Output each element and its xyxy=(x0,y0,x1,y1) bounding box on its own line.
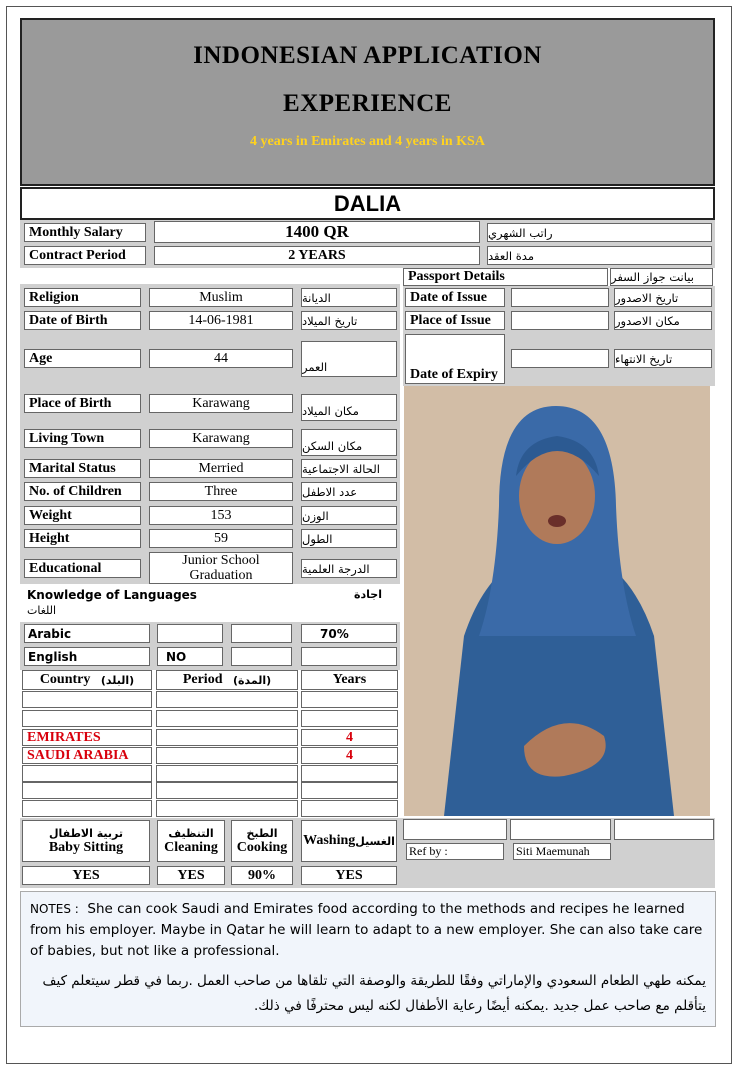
skill-label-en: Washing xyxy=(303,833,356,848)
expiry-label: Date of Expiry xyxy=(405,334,505,384)
skill-label-ar: الغسيل xyxy=(355,834,395,848)
religion-label: Religion xyxy=(24,288,141,307)
dob-label-ar: تاريخ الميلاد xyxy=(301,311,397,330)
notes-text-ar: يمكنه طهي الطعام السعودي والإماراتي وفقًا للطريقة والوصفة التي تلقاها من صاحب العمل .ربما في قطر سيتعلم كيف يتأقلم مع صاحب عمل جديد .يمكنه أيضًا رعاية الأطفال لكنه ليس محترفًا في ذلك. xyxy=(42,973,706,1014)
children-value: Three xyxy=(149,482,293,501)
weight-label: Weight xyxy=(24,506,141,525)
exp-row-country xyxy=(22,800,152,817)
skill-label-en: Cooking xyxy=(236,839,288,855)
period-label-ar: (المدة) xyxy=(232,673,272,687)
notes-en xyxy=(30,899,710,962)
skill-3-header xyxy=(301,820,397,862)
exp-years-header: Years xyxy=(301,670,398,690)
exp-row-period xyxy=(156,747,298,764)
exp-row-years xyxy=(301,782,398,799)
salary-label-ar: راتب الشهري xyxy=(487,223,712,242)
skill-2-header xyxy=(231,820,293,862)
issue-place-label: Place of Issue xyxy=(405,311,505,330)
children-label: No. of Children xyxy=(24,482,141,501)
notes-label: NOTES : xyxy=(30,902,79,916)
exp-row-years: 4 xyxy=(301,747,398,764)
candidate-photo xyxy=(404,386,710,816)
languages-header xyxy=(22,586,400,622)
passport-label: Passport Details xyxy=(403,268,608,286)
exp-row-country xyxy=(22,765,152,782)
height-label: Height xyxy=(24,529,141,548)
education-label-ar: الدرجة العلمية xyxy=(301,559,397,578)
header-banner xyxy=(20,18,715,186)
education-label: Educational xyxy=(24,559,141,578)
exp-row-years xyxy=(301,800,398,817)
country-label-ar: (البلد) xyxy=(100,673,135,687)
birthplace-value: Karawang xyxy=(149,394,293,413)
skill-2-value: 90% xyxy=(231,866,293,885)
marital-value: Merried xyxy=(149,459,293,478)
height-label-ar: الطول xyxy=(301,529,397,548)
age-label: Age xyxy=(24,349,141,368)
weight-value: 153 xyxy=(149,506,293,525)
religion-value: Muslim xyxy=(149,288,293,307)
exp-row-country: EMIRATES xyxy=(22,729,152,746)
title-line-2: EXPERIENCE xyxy=(283,90,452,117)
town-label-ar: مكان السكن xyxy=(301,429,397,456)
town-label: Living Town xyxy=(24,429,141,448)
birthplace-label: Place of Birth xyxy=(24,394,141,413)
skill-label-en: Cleaning xyxy=(164,839,218,855)
skill-label-en: Baby Sitting xyxy=(48,839,124,855)
skill-0-header xyxy=(22,820,150,862)
dob-value: 14-06-1981 xyxy=(149,311,293,330)
exp-row-years xyxy=(301,710,398,727)
skill-label-ar: الطبخ xyxy=(246,826,278,840)
exp-row-period xyxy=(156,729,298,746)
birthplace-label-ar: مكان الميلاد xyxy=(301,394,397,421)
skill-1-value: YES xyxy=(157,866,225,885)
marital-label-ar: الحالة الاجتماعية xyxy=(301,459,397,478)
weight-label-ar: الوزن xyxy=(301,506,397,525)
languages-label: Knowledge of Languages xyxy=(27,588,197,602)
issue-date-label: Date of Issue xyxy=(405,288,505,307)
issue-date-value xyxy=(511,288,609,307)
exp-row-years xyxy=(301,691,398,708)
ref-blank-1 xyxy=(403,819,507,840)
exp-row-period xyxy=(156,710,298,727)
notes-text-en: She can cook Saudi and Emirates food according to the methods and recipes he learned from his employer. Maybe in Qatar he will learn to adapt to a new employer. She can also take care of babies, but not like a professional. xyxy=(30,901,703,959)
skill-1-header xyxy=(157,820,225,862)
education-value: Junior School Graduation xyxy=(149,552,293,584)
religion-label-ar: الديانة xyxy=(301,288,397,307)
lang-arabic-blank-2 xyxy=(231,624,292,643)
age-value: 44 xyxy=(149,349,293,368)
expiry-value xyxy=(511,349,609,368)
exp-period-header xyxy=(156,670,298,690)
period-label: Period xyxy=(182,672,223,687)
passport-label-ar: بيانت جواز السفر xyxy=(610,268,713,286)
dob-label: Date of Birth xyxy=(24,311,141,330)
skill-label-ar: تربية الاطفال xyxy=(48,826,123,840)
ref-value: Siti Maemunah xyxy=(513,843,611,860)
skill-label-ar: التنظيف xyxy=(168,826,214,840)
issue-date-label-ar: تاريخ الاصدور xyxy=(614,288,712,307)
lang-english-name: English xyxy=(24,647,150,666)
exp-row-country xyxy=(22,782,152,799)
exp-row-period xyxy=(156,691,298,708)
candidate-name: DALIA xyxy=(20,187,715,220)
languages-label-ar: اللغات xyxy=(27,604,57,617)
skill-3-value: YES xyxy=(301,866,397,885)
lang-english-value: NO xyxy=(157,647,223,666)
contract-label: Contract Period xyxy=(24,246,146,265)
salary-label: Monthly Salary xyxy=(24,223,146,242)
lang-arabic-name: Arabic xyxy=(24,624,150,643)
title-line-1: INDONESIAN APPLICATION xyxy=(193,42,542,69)
contract-label-ar: مدة العقد xyxy=(487,246,712,265)
salary-value: 1400 QR xyxy=(154,221,480,243)
lang-arabic-blank-1 xyxy=(157,624,223,643)
marital-label: Marital Status xyxy=(24,459,141,478)
height-value: 59 xyxy=(149,529,293,548)
skill-0-value: YES xyxy=(22,866,150,885)
children-label-ar: عدد الاطفل xyxy=(301,482,397,501)
exp-row-country: SAUDI ARABIA xyxy=(22,747,152,764)
exp-row-years xyxy=(301,765,398,782)
exp-row-country xyxy=(22,710,152,727)
issue-place-label-ar: مكان الاصدور xyxy=(614,311,712,330)
contract-value: 2 YEARS xyxy=(154,246,480,265)
header-subtitle: 4 years in Emirates and 4 years in KSA xyxy=(250,134,485,149)
fluency-label-ar: اجادة xyxy=(354,588,382,601)
exp-row-period xyxy=(156,800,298,817)
lang-english-blank-2 xyxy=(301,647,397,666)
lang-arabic-value: 70% xyxy=(301,624,397,643)
exp-row-period xyxy=(156,782,298,799)
age-label-ar: العمر xyxy=(301,341,397,377)
ref-blank-3 xyxy=(614,819,714,840)
exp-row-years: 4 xyxy=(301,729,398,746)
notes-box xyxy=(20,891,716,1027)
issue-place-value xyxy=(511,311,609,330)
exp-country-header xyxy=(22,670,152,690)
portrait-image xyxy=(404,386,710,816)
lang-english-blank-1 xyxy=(231,647,292,666)
expiry-label-ar: تاريخ الانتهاء xyxy=(614,349,712,368)
ref-blank-2 xyxy=(510,819,611,840)
town-value: Karawang xyxy=(149,429,293,448)
exp-row-country xyxy=(22,691,152,708)
exp-row-period xyxy=(156,765,298,782)
ref-label: Ref by : xyxy=(406,843,504,860)
country-label: Country xyxy=(39,672,91,687)
